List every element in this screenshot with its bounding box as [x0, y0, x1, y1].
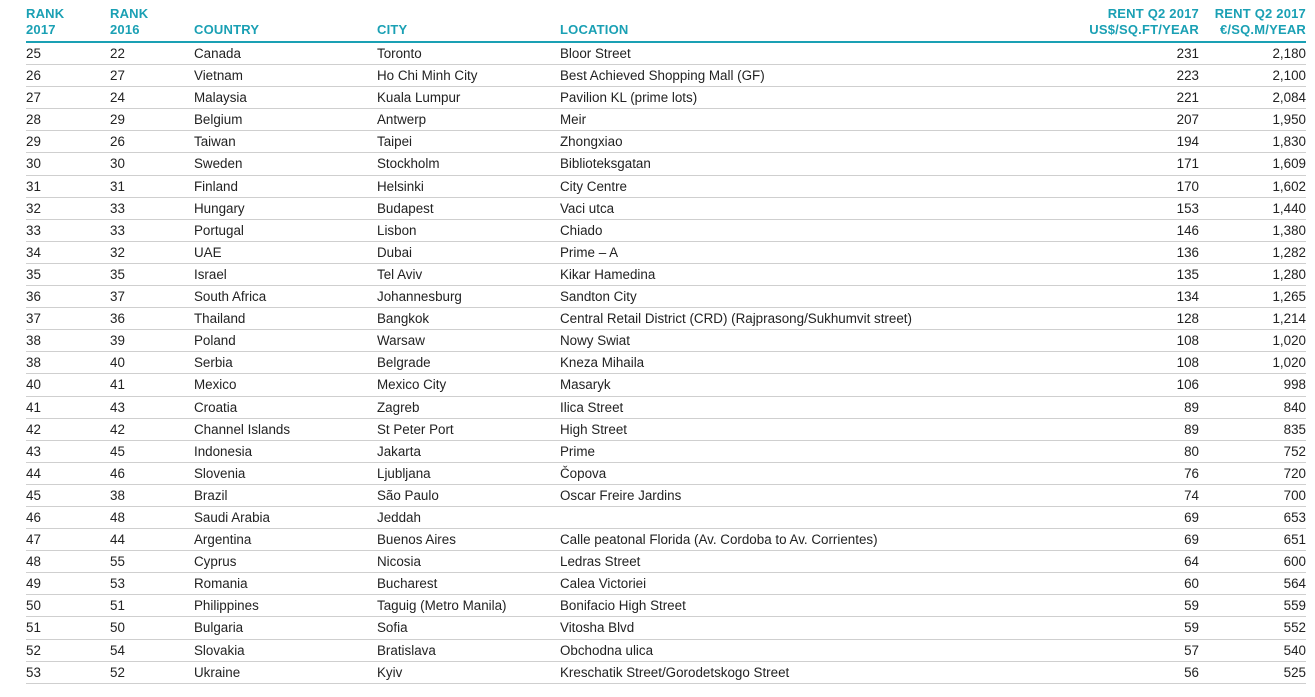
cell-location: High Street [560, 418, 1050, 440]
cell-country: Indonesia [194, 440, 377, 462]
cell-rent-eur: 552 [1199, 617, 1306, 639]
cell-rank-2017: 25 [26, 42, 110, 65]
table-row [26, 153, 1306, 175]
cell-country: Canada [194, 42, 377, 65]
cell-city: Sofia [377, 617, 560, 639]
cell-rent-eur: 1,265 [1199, 286, 1306, 308]
cell-location: Kreschatik Street/Gorodetskogo Street [560, 661, 1050, 683]
cell-country: Channel Islands [194, 418, 377, 440]
table-row [26, 551, 1306, 573]
cell-rent-eur: 998 [1199, 374, 1306, 396]
table-row [26, 87, 1306, 109]
cell-rank-2016: 50 [110, 617, 194, 639]
cell-rent-usd: 223 [1050, 65, 1199, 87]
cell-rank-2017: 44 [26, 462, 110, 484]
cell-rank-2016: 33 [110, 197, 194, 219]
cell-location: Vaci utca [560, 197, 1050, 219]
cell-rent-eur: 651 [1199, 529, 1306, 551]
cell-country: Sweden [194, 153, 377, 175]
cell-rank-2017: 42 [26, 418, 110, 440]
cell-rank-2016: 22 [110, 42, 194, 65]
cell-rank-2017: 51 [26, 617, 110, 639]
cell-rent-usd: 128 [1050, 308, 1199, 330]
table-row [26, 506, 1306, 528]
cell-rent-eur: 653 [1199, 506, 1306, 528]
cell-rent-eur: 2,084 [1199, 87, 1306, 109]
table-row [26, 286, 1306, 308]
cell-rent-usd: 135 [1050, 263, 1199, 285]
cell-country: Croatia [194, 396, 377, 418]
table-body [26, 42, 1306, 683]
cell-rank-2017: 38 [26, 352, 110, 374]
cell-city: Jeddah [377, 506, 560, 528]
cell-rank-2017: 53 [26, 661, 110, 683]
table-row [26, 661, 1306, 683]
cell-rank-2017: 38 [26, 330, 110, 352]
cell-rent-usd: 59 [1050, 617, 1199, 639]
cell-location: Bloor Street [560, 42, 1050, 65]
table-row [26, 573, 1306, 595]
cell-rent-usd: 80 [1050, 440, 1199, 462]
cell-location: Kneza Mihaila [560, 352, 1050, 374]
cell-rank-2016: 46 [110, 462, 194, 484]
cell-rank-2016: 44 [110, 529, 194, 551]
table-row [26, 109, 1306, 131]
header-city: CITY [377, 6, 560, 42]
cell-rent-usd: 136 [1050, 241, 1199, 263]
cell-rank-2017: 36 [26, 286, 110, 308]
table-row [26, 308, 1306, 330]
cell-city: Taipei [377, 131, 560, 153]
cell-country: Poland [194, 330, 377, 352]
cell-city: Stockholm [377, 153, 560, 175]
cell-city: Bangkok [377, 308, 560, 330]
cell-rank-2017: 28 [26, 109, 110, 131]
cell-rent-usd: 194 [1050, 131, 1199, 153]
cell-rent-usd: 108 [1050, 352, 1199, 374]
cell-rank-2017: 37 [26, 308, 110, 330]
cell-rank-2016: 26 [110, 131, 194, 153]
cell-rank-2016: 36 [110, 308, 194, 330]
cell-rent-usd: 56 [1050, 661, 1199, 683]
cell-city: Kuala Lumpur [377, 87, 560, 109]
cell-rank-2016: 54 [110, 639, 194, 661]
table-row [26, 241, 1306, 263]
cell-rank-2016: 35 [110, 263, 194, 285]
cell-rent-eur: 1,214 [1199, 308, 1306, 330]
cell-rank-2016: 33 [110, 219, 194, 241]
cell-country: Vietnam [194, 65, 377, 87]
cell-rent-usd: 59 [1050, 595, 1199, 617]
table-row [26, 529, 1306, 551]
cell-location: City Centre [560, 175, 1050, 197]
cell-rent-eur: 752 [1199, 440, 1306, 462]
cell-rent-usd: 171 [1050, 153, 1199, 175]
cell-country: Israel [194, 263, 377, 285]
table-row [26, 263, 1306, 285]
cell-country: Hungary [194, 197, 377, 219]
cell-rent-usd: 106 [1050, 374, 1199, 396]
cell-country: Slovenia [194, 462, 377, 484]
cell-rank-2017: 41 [26, 396, 110, 418]
cell-rank-2017: 31 [26, 175, 110, 197]
cell-rent-usd: 108 [1050, 330, 1199, 352]
cell-location: Kikar Hamedina [560, 263, 1050, 285]
cell-location [560, 506, 1050, 528]
cell-rank-2017: 47 [26, 529, 110, 551]
cell-location: Nowy Swiat [560, 330, 1050, 352]
cell-location: Vitosha Blvd [560, 617, 1050, 639]
cell-rent-usd: 60 [1050, 573, 1199, 595]
cell-city: Warsaw [377, 330, 560, 352]
cell-country: UAE [194, 241, 377, 263]
cell-rank-2017: 49 [26, 573, 110, 595]
cell-rank-2016: 24 [110, 87, 194, 109]
cell-rank-2016: 39 [110, 330, 194, 352]
table-row [26, 65, 1306, 87]
cell-rent-usd: 207 [1050, 109, 1199, 131]
cell-city: Helsinki [377, 175, 560, 197]
cell-location: Čopova [560, 462, 1050, 484]
cell-city: Mexico City [377, 374, 560, 396]
cell-rent-eur: 2,100 [1199, 65, 1306, 87]
cell-location: Chiado [560, 219, 1050, 241]
cell-location: Central Retail District (CRD) (Rajprasong/Sukhumvit street) [560, 308, 1050, 330]
cell-city: Dubai [377, 241, 560, 263]
cell-country: Brazil [194, 484, 377, 506]
cell-rent-usd: 221 [1050, 87, 1199, 109]
cell-rank-2017: 46 [26, 506, 110, 528]
cell-location: Calle peatonal Florida (Av. Cordoba to Av. Corrientes) [560, 529, 1050, 551]
cell-rent-eur: 564 [1199, 573, 1306, 595]
cell-rent-eur: 1,609 [1199, 153, 1306, 175]
header-row [26, 6, 1306, 42]
table-row [26, 42, 1306, 65]
table-row [26, 131, 1306, 153]
cell-rent-usd: 89 [1050, 396, 1199, 418]
cell-rent-eur: 559 [1199, 595, 1306, 617]
cell-rent-usd: 231 [1050, 42, 1199, 65]
cell-rent-eur: 540 [1199, 639, 1306, 661]
cell-rent-eur: 700 [1199, 484, 1306, 506]
cell-rent-eur: 525 [1199, 661, 1306, 683]
table-row [26, 617, 1306, 639]
cell-city: Buenos Aires [377, 529, 560, 551]
cell-rent-eur: 840 [1199, 396, 1306, 418]
cell-rank-2017: 43 [26, 440, 110, 462]
cell-city: Bratislava [377, 639, 560, 661]
cell-city: Johannesburg [377, 286, 560, 308]
cell-rent-usd: 89 [1050, 418, 1199, 440]
cell-country: Taiwan [194, 131, 377, 153]
cell-rank-2017: 35 [26, 263, 110, 285]
table-row [26, 352, 1306, 374]
cell-location: Zhongxiao [560, 131, 1050, 153]
table-row [26, 396, 1306, 418]
cell-rank-2017: 26 [26, 65, 110, 87]
cell-rank-2016: 51 [110, 595, 194, 617]
cell-rank-2016: 53 [110, 573, 194, 595]
cell-rank-2017: 45 [26, 484, 110, 506]
table-row [26, 595, 1306, 617]
cell-rank-2016: 40 [110, 352, 194, 374]
cell-rank-2016: 55 [110, 551, 194, 573]
cell-rank-2016: 31 [110, 175, 194, 197]
cell-rank-2016: 29 [110, 109, 194, 131]
cell-rank-2017: 48 [26, 551, 110, 573]
cell-rent-eur: 600 [1199, 551, 1306, 573]
cell-rank-2016: 27 [110, 65, 194, 87]
cell-city: São Paulo [377, 484, 560, 506]
cell-location: Meir [560, 109, 1050, 131]
table-row [26, 175, 1306, 197]
cell-country: Serbia [194, 352, 377, 374]
header-rent-eur: RENT Q2 2017 €/SQ.M/YEAR [1199, 6, 1306, 42]
cell-country: Philippines [194, 595, 377, 617]
cell-rank-2016: 48 [110, 506, 194, 528]
cell-rank-2016: 42 [110, 418, 194, 440]
cell-location: Obchodna ulica [560, 639, 1050, 661]
cell-rank-2017: 40 [26, 374, 110, 396]
cell-city: Zagreb [377, 396, 560, 418]
cell-rent-usd: 76 [1050, 462, 1199, 484]
cell-country: South Africa [194, 286, 377, 308]
cell-rent-eur: 1,380 [1199, 219, 1306, 241]
header-rank-2016: RANK 2016 [110, 6, 194, 42]
cell-location: Bonifacio High Street [560, 595, 1050, 617]
table-row [26, 639, 1306, 661]
cell-location: Prime – A [560, 241, 1050, 263]
cell-location: Oscar Freire Jardins [560, 484, 1050, 506]
cell-location: Biblioteksgatan [560, 153, 1050, 175]
cell-city: Budapest [377, 197, 560, 219]
cell-rank-2016: 43 [110, 396, 194, 418]
cell-rent-eur: 1,282 [1199, 241, 1306, 263]
cell-rent-usd: 170 [1050, 175, 1199, 197]
cell-location: Ledras Street [560, 551, 1050, 573]
cell-city: Kyiv [377, 661, 560, 683]
cell-rent-eur: 1,020 [1199, 330, 1306, 352]
cell-rank-2017: 29 [26, 131, 110, 153]
cell-country: Thailand [194, 308, 377, 330]
cell-location: Prime [560, 440, 1050, 462]
cell-rank-2016: 41 [110, 374, 194, 396]
cell-country: Saudi Arabia [194, 506, 377, 528]
cell-rent-usd: 57 [1050, 639, 1199, 661]
header-location: LOCATION [560, 6, 1050, 42]
header-rent-usd: RENT Q2 2017 US$/SQ.FT/YEAR [1050, 6, 1199, 42]
cell-rent-usd: 69 [1050, 529, 1199, 551]
cell-rent-eur: 835 [1199, 418, 1306, 440]
cell-country: Romania [194, 573, 377, 595]
cell-country: Mexico [194, 374, 377, 396]
header-rank-2017: RANK 2017 [26, 6, 110, 42]
cell-city: Bucharest [377, 573, 560, 595]
cell-city: Antwerp [377, 109, 560, 131]
cell-rent-eur: 1,830 [1199, 131, 1306, 153]
cell-rent-eur: 1,440 [1199, 197, 1306, 219]
table-row [26, 484, 1306, 506]
cell-rank-2017: 32 [26, 197, 110, 219]
cell-country: Malaysia [194, 87, 377, 109]
cell-rank-2016: 38 [110, 484, 194, 506]
cell-rent-usd: 64 [1050, 551, 1199, 573]
cell-rank-2017: 33 [26, 219, 110, 241]
header-country: COUNTRY [194, 6, 377, 42]
cell-rent-eur: 1,020 [1199, 352, 1306, 374]
table-header [26, 6, 1306, 42]
cell-city: Belgrade [377, 352, 560, 374]
cell-rank-2017: 52 [26, 639, 110, 661]
cell-location: Pavilion KL (prime lots) [560, 87, 1050, 109]
cell-city: Nicosia [377, 551, 560, 573]
cell-rent-eur: 720 [1199, 462, 1306, 484]
cell-rank-2017: 30 [26, 153, 110, 175]
table-row [26, 418, 1306, 440]
cell-rent-usd: 153 [1050, 197, 1199, 219]
table-row [26, 440, 1306, 462]
cell-rank-2016: 37 [110, 286, 194, 308]
cell-country: Portugal [194, 219, 377, 241]
cell-rank-2016: 45 [110, 440, 194, 462]
cell-location: Calea Victoriei [560, 573, 1050, 595]
cell-country: Slovakia [194, 639, 377, 661]
table-row [26, 330, 1306, 352]
cell-location: Masaryk [560, 374, 1050, 396]
cell-location: Ilica Street [560, 396, 1050, 418]
cell-city: Ho Chi Minh City [377, 65, 560, 87]
cell-rent-usd: 146 [1050, 219, 1199, 241]
cell-rank-2017: 50 [26, 595, 110, 617]
cell-rent-eur: 1,602 [1199, 175, 1306, 197]
cell-country: Ukraine [194, 661, 377, 683]
cell-country: Bulgaria [194, 617, 377, 639]
cell-country: Belgium [194, 109, 377, 131]
cell-city: Toronto [377, 42, 560, 65]
table-row [26, 219, 1306, 241]
cell-rank-2016: 52 [110, 661, 194, 683]
table-row [26, 374, 1306, 396]
cell-city: Lisbon [377, 219, 560, 241]
cell-city: Tel Aviv [377, 263, 560, 285]
cell-rank-2016: 30 [110, 153, 194, 175]
cell-country: Cyprus [194, 551, 377, 573]
cell-rent-eur: 1,950 [1199, 109, 1306, 131]
table-row [26, 462, 1306, 484]
cell-rent-usd: 69 [1050, 506, 1199, 528]
cell-rank-2016: 32 [110, 241, 194, 263]
cell-city: Ljubljana [377, 462, 560, 484]
cell-rent-eur: 2,180 [1199, 42, 1306, 65]
cell-rent-usd: 134 [1050, 286, 1199, 308]
cell-city: Taguig (Metro Manila) [377, 595, 560, 617]
cell-rank-2017: 34 [26, 241, 110, 263]
cell-city: St Peter Port [377, 418, 560, 440]
cell-location: Sandton City [560, 286, 1050, 308]
cell-rent-usd: 74 [1050, 484, 1199, 506]
cell-country: Finland [194, 175, 377, 197]
cell-city: Jakarta [377, 440, 560, 462]
cell-rank-2017: 27 [26, 87, 110, 109]
cell-rent-eur: 1,280 [1199, 263, 1306, 285]
cell-location: Best Achieved Shopping Mall (GF) [560, 65, 1050, 87]
cell-country: Argentina [194, 529, 377, 551]
table-row [26, 197, 1306, 219]
rent-ranking-table [26, 6, 1306, 684]
